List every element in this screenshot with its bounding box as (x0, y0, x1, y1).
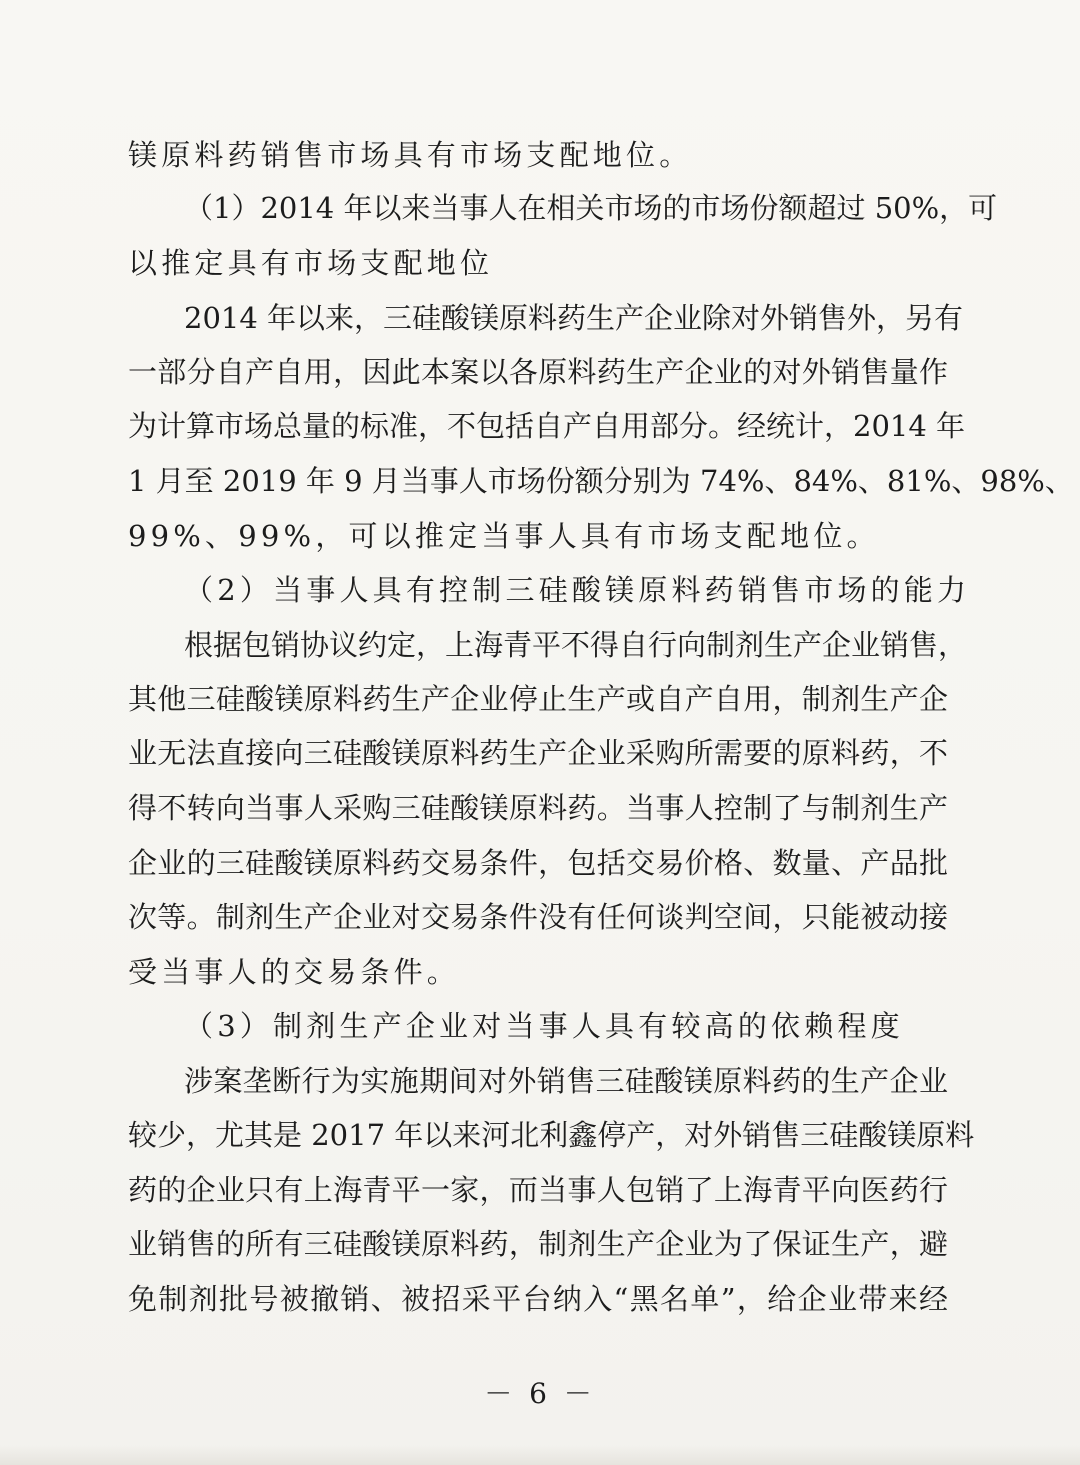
text-line: 1 月至 2019 年 9 月当事人市场份额分别为 74%、84%、81%、98%、 (128, 464, 1074, 498)
text-line: 2014 年以来，三硅酸镁原料药生产企业除对外销售外，另有 (184, 301, 964, 335)
text-line: 99%、99%，可以推定当事人具有市场支配地位。 (128, 519, 880, 553)
heading-3: （3）制剂生产企业对当事人具有较高的依赖程度 (184, 1009, 904, 1043)
text-line: 一部分自产自用，因此本案以各原料药生产企业的对外销售量作 (128, 355, 948, 389)
text-line: 为计算市场总量的标准，不包括自产自用部分。经统计，2014 年 (128, 409, 966, 443)
heading-1: （1）2014 年以来当事人在相关市场的市场份额超过 50%，可 (184, 191, 998, 225)
text-line: 业销售的所有三硅酸镁原料药，制剂生产企业为了保证生产，避 (128, 1227, 948, 1261)
scan-edge (0, 1445, 1080, 1465)
text-line: 涉案垄断行为实施期间对外销售三硅酸镁原料药的生产企业 (184, 1064, 948, 1098)
text-line: 根据包销协议约定，上海青平不得自行向制剂生产企业销售， (184, 628, 968, 662)
page-number: － 6 － (484, 1377, 596, 1410)
text-line: 受当事人的交易条件。 (128, 955, 461, 989)
text-line: 业无法直接向三硅酸镁原料药生产企业采购所需要的原料药，不 (128, 736, 948, 770)
heading-1-continued: 以推定具有市场支配地位 (128, 246, 494, 280)
text-line: 次等。制剂生产企业对交易条件没有任何谈判空间，只能被动接 (128, 900, 948, 934)
text-line: 镁原料药销售市场具有市场支配地位。 (128, 138, 693, 172)
text-line: 药的企业只有上海青平一家，而当事人包销了上海青平向医药行 (128, 1173, 948, 1207)
text-line: 企业的三硅酸镁原料药交易条件，包括交易价格、数量、产品批 (128, 846, 948, 880)
text-line: 其他三硅酸镁原料药生产企业停止生产或自产自用，制剂生产企 (128, 682, 948, 716)
heading-2: （2）当事人具有控制三硅酸镁原料药销售市场的能力 (184, 573, 971, 607)
text-line: 较少，尤其是 2017 年以来河北利鑫停产，对外销售三硅酸镁原料 (128, 1118, 975, 1152)
text-line: 免制剂批号被撤销、被招采平台纳入“黑名单”，给企业带来经 (128, 1282, 948, 1316)
text-line: 得不转向当事人采购三硅酸镁原料药。当事人控制了与制剂生产 (128, 791, 948, 825)
